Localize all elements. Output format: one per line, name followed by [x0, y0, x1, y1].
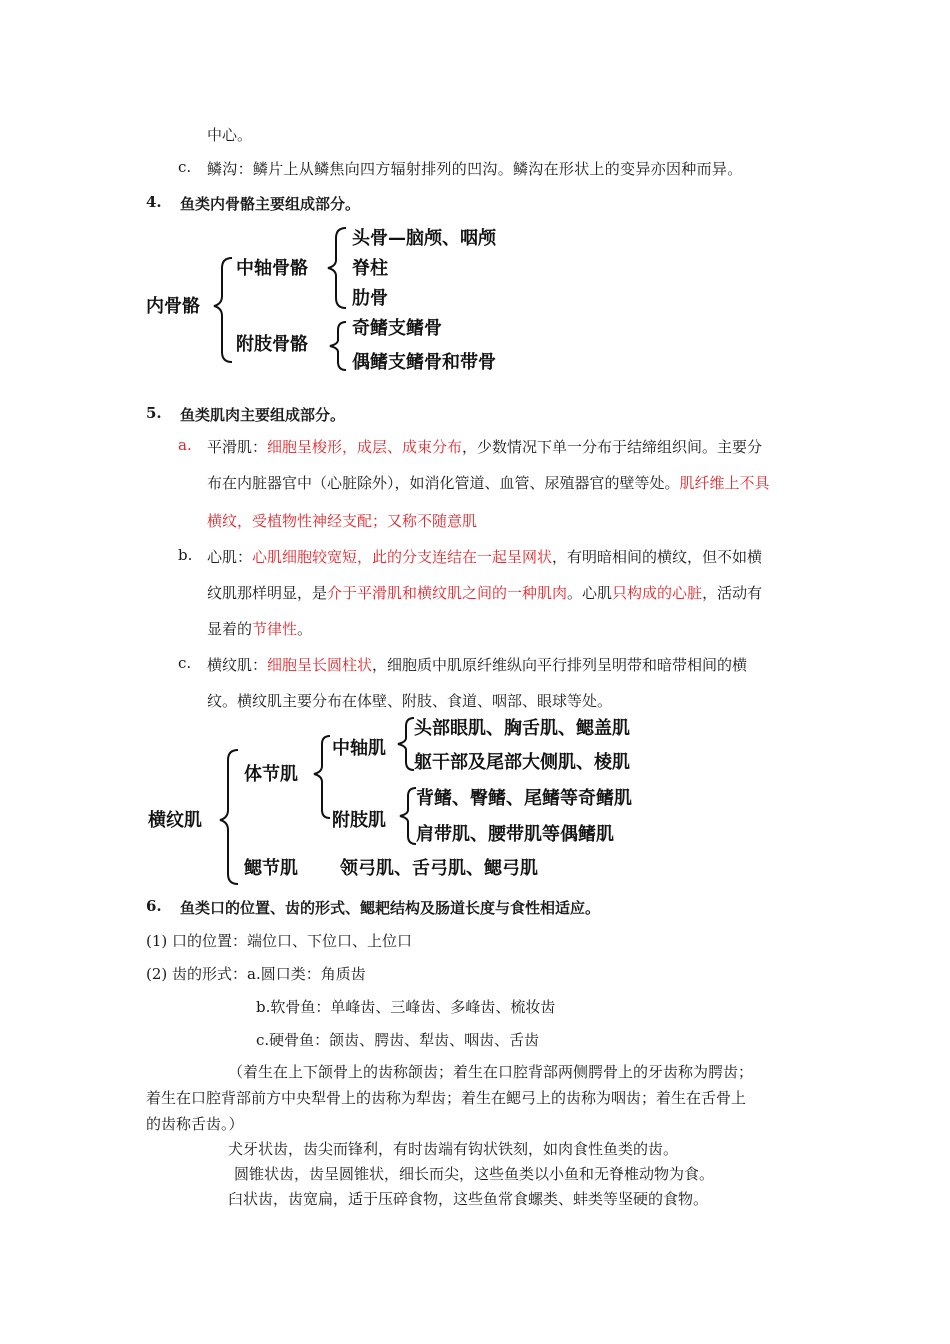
text-line: 圆锥状齿，齿呈圆锥状，细长而尖，这些鱼类以小鱼和无脊椎动物为食。	[234, 1165, 715, 1183]
highlight: 心肌细胞较宽短，此的分支连结在一起呈网状	[252, 548, 553, 566]
text: ，少数情况下单一分布于结缔组织间。主要分	[462, 438, 763, 456]
highlight: 节律性	[252, 620, 298, 638]
diagram-item: 头骨—脑颅、咽颅	[352, 228, 496, 249]
diagram-gill-label: 鳃节肌	[244, 858, 298, 879]
diagram-axial-label: 中轴肌	[332, 738, 386, 759]
text: ，细胞质中肌原纤维纵向平行排列呈明带和暗带相间的横	[372, 656, 748, 674]
section-number: 4.	[146, 193, 162, 211]
paragraph-line	[207, 582, 762, 603]
paragraph-line	[207, 618, 312, 639]
text-line: 中心。	[207, 126, 253, 144]
paragraph-line	[207, 472, 770, 493]
highlight: 细胞呈长圆柱状	[267, 656, 373, 674]
diagram-item: 背鳍、臀鳍、尾鳍等奇鳍肌	[416, 788, 632, 809]
text: 。心肌	[567, 584, 613, 602]
diagram-append-label: 附肢肌	[332, 810, 386, 831]
text-line: 犬牙状齿，齿尖而锋利，有时齿端有钩状铁刻，如肉食性鱼类的齿。	[228, 1140, 679, 1158]
diagram-body-label: 体节肌	[244, 764, 298, 785]
paragraph-line	[207, 654, 747, 675]
section-number: 5.	[146, 404, 162, 422]
note-line: （着生在上下颌骨上的齿称颌齿；着生在口腔背部两侧腭骨上的牙齿称为腭齿；	[228, 1063, 754, 1081]
term: 心肌：	[207, 548, 253, 566]
diagram-item: 脊柱	[352, 258, 388, 279]
section-title: 鱼类内骨骼主要组成部分。	[180, 195, 361, 213]
diagram-item: 头部眼肌、胸舌肌、鳃盖肌	[414, 718, 630, 739]
diagram-item: 肋骨	[352, 288, 388, 309]
text-line: c.硬骨鱼：颌齿、腭齿、犁齿、咽齿、舌齿	[256, 1031, 540, 1049]
item-label: a.	[178, 436, 192, 454]
text: ，活动有	[702, 584, 763, 602]
text-line: 鳞沟：鳞片上从鳞焦向四方辐射排列的凹沟。鳞沟在形状上的变异亦因种而异。	[207, 160, 743, 178]
highlight: 只构成的心脏	[612, 584, 703, 602]
section-title: 鱼类肌肉主要组成部分。	[180, 406, 346, 424]
diagram-root-label: 内骨骼	[146, 296, 200, 317]
section-title: 鱼类口的位置、齿的形式、鳃耙结构及肠道长度与食性相适应。	[180, 899, 601, 917]
item-label: b.	[178, 546, 193, 564]
text: 显着的	[207, 620, 253, 638]
text: 布在内脏器官中（心脏除外），如消化管道、血管、尿殖器官的壁等处。	[207, 474, 680, 492]
text-line: (2) 齿的形式：a.圆口类：角质齿	[146, 965, 366, 983]
item-label: c.	[178, 158, 192, 176]
note-line: 着生在口腔背部前方中央犁骨上的齿称为犁齿；着生在鳃弓上的齿称为咽齿；着生在舌骨上	[146, 1089, 747, 1107]
highlight: 细胞呈梭形，成层、成束分布	[267, 438, 463, 456]
text: 纹肌那样明显，是	[207, 584, 328, 602]
skeleton-diagram	[140, 222, 560, 382]
diagram-item: 偶鳍支鳍骨和带骨	[352, 352, 496, 373]
diagram-append-label: 附肢骨骼	[236, 334, 308, 355]
text: ，有明暗相间的横纹，但不如横	[552, 548, 763, 566]
paragraph-line: 横纹，受植物性神经支配；又称不随意肌	[207, 512, 478, 530]
diagram-axial-label: 中轴骨骼	[236, 258, 308, 279]
text-line: 臼状齿，齿宽扁，适于压碎食物，这些鱼常食螺类、蚌类等坚硬的食物。	[228, 1190, 709, 1208]
section-number: 6.	[146, 897, 162, 915]
diagram-root-label: 横纹肌	[148, 810, 202, 831]
diagram-item: 躯干部及尾部大侧肌、棱肌	[414, 752, 630, 773]
diagram-item: 领弓肌、舌弓肌、鳃弓肌	[340, 858, 538, 879]
note-line: 的齿称舌齿。）	[146, 1115, 244, 1133]
diagram-item: 肩带肌、腰带肌等偶鳍肌	[416, 824, 614, 845]
text-line: b.软骨鱼：单峰齿、三峰齿、多峰齿、梳妆齿	[256, 998, 556, 1016]
muscle-diagram	[140, 714, 680, 886]
text: 。	[297, 620, 313, 638]
item-label: c.	[178, 654, 192, 672]
diagram-item: 奇鳍支鳍骨	[352, 318, 442, 339]
text-line: (1) 口的位置：端位口、下位口、上位口	[146, 932, 413, 950]
term: 横纹肌：	[207, 656, 268, 674]
term: 平滑肌：	[207, 438, 268, 456]
highlight: 肌纤维上不具	[679, 474, 770, 492]
paragraph-line	[207, 546, 762, 567]
paragraph-line	[207, 436, 762, 457]
paragraph-line: 纹。横纹肌主要分布在体壁、附肢、食道、咽部、眼球等处。	[207, 692, 613, 710]
highlight: 介于平滑肌和横纹肌之间的一种肌肉	[327, 584, 568, 602]
